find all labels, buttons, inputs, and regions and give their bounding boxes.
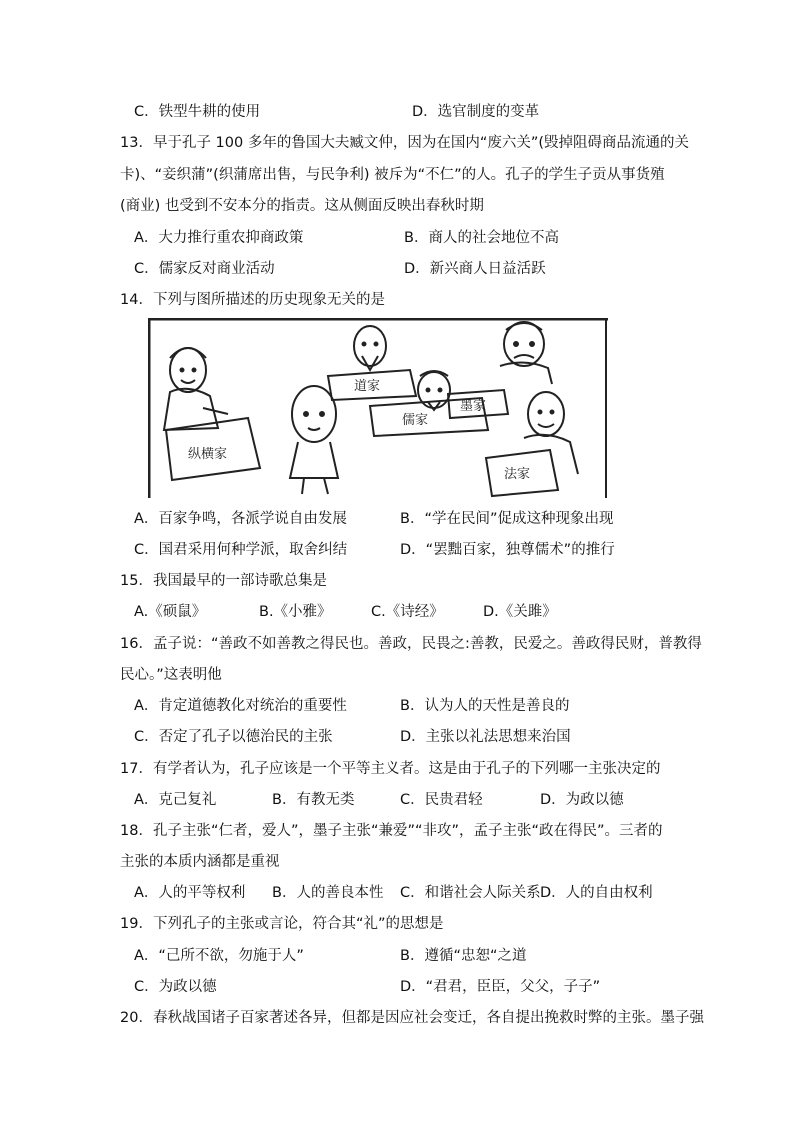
sign-fa-jia: 法家 xyxy=(504,467,531,482)
sign-zongheng-jia: 纵横家 xyxy=(188,447,228,462)
q13-stem-line2: 卡)、“妾织蒲”(织蒲席出售，与民争利) 被斥为“不仁”的人。孔子的学生子贡从事货殖 xyxy=(120,167,665,183)
q18-option-c: C．和谐社会人际关系 xyxy=(400,885,541,901)
q14-option-c: C．国君采用何种学派，取舍纠结 xyxy=(134,542,348,558)
q14-option-d: D．“罢黜百家，独尊儒术”的推行 xyxy=(400,542,615,558)
sign-mo-jia: 墨家 xyxy=(460,399,487,414)
q19-option-a: A．“己所不欲，勿施于人” xyxy=(134,948,304,964)
q12-option-d: D．选官制度的变革 xyxy=(412,104,540,120)
q13-option-b: B．商人的社会地位不高 xyxy=(404,230,559,246)
q14-stem: 14．下列与图所描述的历史现象无关的是 xyxy=(120,292,385,308)
cartoon-illustration xyxy=(148,318,610,498)
sign-ru-jia: 儒家 xyxy=(402,413,429,428)
q13-option-a: A．大力推行重农抑商政策 xyxy=(134,230,304,246)
q13-option-d: D．新兴商人日益活跃 xyxy=(404,261,546,277)
q19-stem: 19．下列孔子的主张或言论，符合其“礼”的思想是 xyxy=(120,916,444,932)
q17-option-d: D．为政以德 xyxy=(540,792,624,808)
q13-option-c: C．儒家反对商业活动 xyxy=(134,261,275,277)
q16-option-d: D．主张以礼法思想来治国 xyxy=(400,729,571,745)
q18-option-d: D．人的自由权利 xyxy=(540,885,653,901)
q15-option-b: B.《小雅》 xyxy=(259,604,332,620)
q17-option-c: C．民贵君轻 xyxy=(400,792,483,808)
q15-option-d: D.《关雎》 xyxy=(483,604,557,620)
q19-option-c: C．为政以德 xyxy=(134,979,217,995)
q14-option-a: A．百家争鸣，各派学说自由发展 xyxy=(134,511,347,527)
q16-option-c: C．否定了孔子以德治民的主张 xyxy=(134,729,333,745)
sign-dao-jia: 道家 xyxy=(354,379,381,394)
q16-option-b: B．认为人的天性是善良的 xyxy=(400,698,570,714)
q15-option-c: C.《诗经》 xyxy=(371,604,444,620)
q16-option-a: A．肯定道德教化对统治的重要性 xyxy=(134,698,347,714)
q15-stem: 15．我国最早的一部诗歌总集是 xyxy=(120,573,327,589)
q20-stem: 20．春秋战国诸子百家著述各异，但都是因应社会变迁，各自提出挽救时弊的主张。墨子强 xyxy=(120,1010,704,1026)
q18-option-b: B．人的善良本性 xyxy=(272,885,384,901)
q18-option-a: A．人的平等权利 xyxy=(134,885,246,901)
q16-stem-line1: 16．孟子说：“善政不如善教之得民也。善政，民畏之:善教，民爱之。善政得民财，普教得 xyxy=(120,636,702,652)
q12-option-c: C．铁型牛耕的使用 xyxy=(134,104,261,120)
q19-option-b: B．遵循“忠恕“之道 xyxy=(400,948,527,964)
q18-stem-line2: 主张的本质内涵都是重视 xyxy=(120,854,280,870)
q14-option-b: B．“学在民间”促成这种现象出现 xyxy=(400,511,614,527)
q13-stem-line3: (商业) 也受到不安本分的指责。这从侧面反映出春秋时期 xyxy=(120,198,484,214)
hundred-schools-cartoon xyxy=(148,318,610,498)
q17-option-a: A．克己复礼 xyxy=(134,792,217,808)
q19-option-d: D．“君君，臣臣，父父，子子” xyxy=(400,979,601,995)
q17-option-b: B．有教无类 xyxy=(272,792,355,808)
q16-stem-line2: 民心。”这表明他 xyxy=(120,667,222,683)
q17-stem: 17．有学者认为，孔子应该是一个平等主义者。这是由于孔子的下列哪一主张决定的 xyxy=(120,761,661,777)
q13-stem-line1: 13．早于孔子 100 多年的鲁国大夫臧文仲，因为在国内“废六关”(毁掉阻碍商品流通的关 xyxy=(120,135,690,151)
q15-option-a: A.《硕鼠》 xyxy=(134,604,207,620)
q18-stem-line1: 18．孔子主张“仁者，爱人”，墨子主张“兼爱”“非攻”，孟子主张“政在得民”。三者的 xyxy=(120,823,663,839)
